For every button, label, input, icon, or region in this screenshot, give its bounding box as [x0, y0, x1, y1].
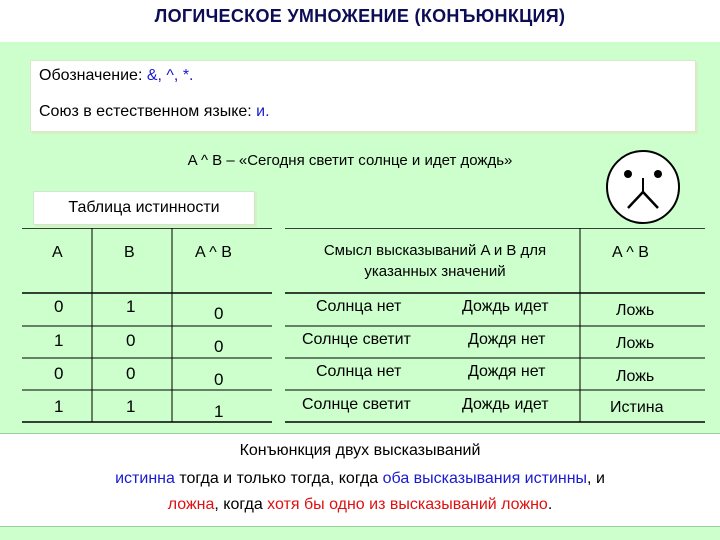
natural-language-line	[39, 103, 270, 121]
cell-b: 1	[126, 297, 136, 316]
conclusion-line-3	[0, 496, 720, 514]
conclusion-text: , когда	[214, 496, 268, 513]
rain-statement: Дождя нет	[468, 363, 546, 380]
at-least-one-false-phrase: хотя бы одно из высказываний ложно	[267, 496, 548, 513]
conclusion-text: , и	[587, 470, 605, 487]
cell-result: 0	[214, 370, 224, 389]
natural-value: и.	[256, 103, 270, 120]
notation-line	[39, 67, 194, 85]
conclusion-line-1: Конъюнкция двух высказываний	[239, 442, 481, 459]
cell-a: 1	[54, 397, 64, 416]
header-a: A	[52, 244, 63, 261]
false-word: ложна	[167, 496, 215, 513]
conclusion-line-2	[0, 470, 720, 488]
truth-table-label: Таблица истинности	[33, 191, 255, 225]
sad-face-icon	[606, 150, 680, 224]
sun-statement: Солнце светит	[302, 396, 411, 413]
result-value: Ложь	[616, 368, 655, 385]
notation-label: Обозначение:	[39, 67, 143, 84]
conclusion-text: .	[547, 496, 553, 513]
cell-result: 1	[214, 402, 224, 421]
sun-statement: Солнца нет	[316, 363, 402, 380]
meaning-result-header: A ^ B	[612, 244, 649, 261]
cell-a: 1	[54, 331, 64, 350]
cell-b: 0	[126, 331, 136, 350]
header-result: A ^ B	[195, 244, 232, 261]
result-value: Истина	[610, 399, 664, 416]
meaning-header: Смысл высказываний A и B для указанных значений	[323, 242, 547, 280]
example-statement: A ^ B – «Сегодня светит солнце и идет дождь»	[187, 152, 513, 169]
rain-statement: Дождь идет	[462, 298, 549, 315]
cell-result: 0	[214, 304, 224, 323]
conclusion-box	[0, 433, 720, 527]
header-b: B	[124, 244, 135, 261]
both-true-phrase: оба высказывания истинны	[382, 470, 588, 487]
sun-statement: Солнце светит	[302, 331, 411, 348]
rain-statement: Дождь идет	[462, 396, 549, 413]
cell-b: 0	[126, 364, 136, 383]
true-word: истинна	[115, 470, 175, 487]
natural-label: Союз в естественном языке:	[39, 103, 252, 120]
definition-box	[30, 60, 696, 132]
result-value: Ложь	[616, 335, 655, 352]
notation-value: &, ^, *.	[146, 67, 194, 84]
cell-a: 0	[54, 297, 64, 316]
result-value: Ложь	[616, 302, 655, 319]
cell-a: 0	[54, 364, 64, 383]
cell-result: 0	[214, 337, 224, 356]
sun-statement: Солнца нет	[316, 298, 402, 315]
rain-statement: Дождя нет	[468, 331, 546, 348]
conclusion-text: тогда и только тогда, когда	[174, 470, 383, 487]
cell-b: 1	[126, 397, 136, 416]
page-title: ЛОГИЧЕСКОЕ УМНОЖЕНИЕ (КОНЪЮНКЦИЯ)	[154, 6, 566, 26]
